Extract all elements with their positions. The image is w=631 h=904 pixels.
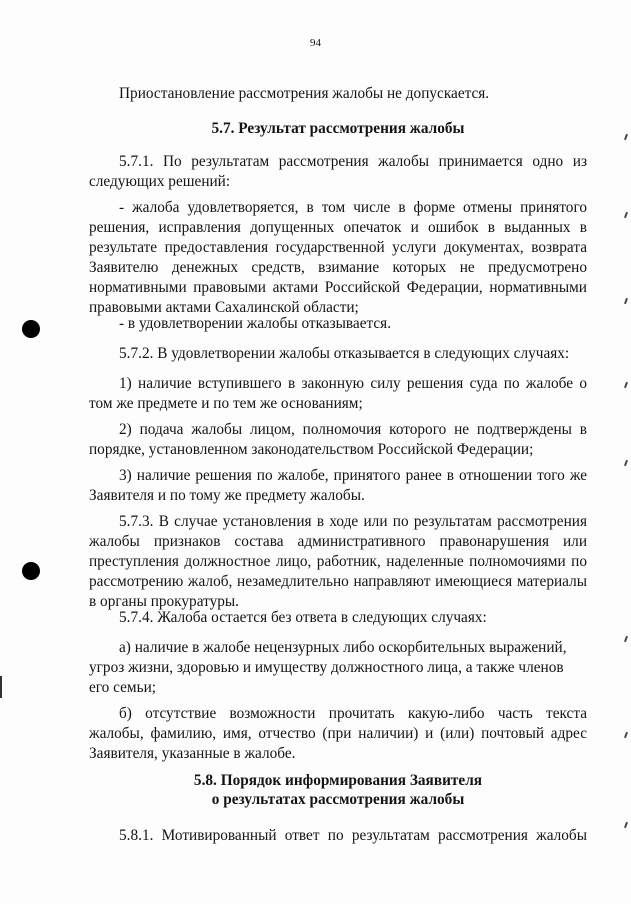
paragraph-complaint-refused: - в удовлетворении жалобы отказывается.: [119, 315, 392, 332]
punch-hole: [22, 320, 40, 338]
scan-edge-mark: [624, 460, 628, 466]
scan-edge-mark: [624, 732, 628, 738]
scan-edge-mark: [624, 636, 628, 642]
heading-5-8: [89, 771, 587, 809]
punch-hole: [22, 562, 40, 580]
heading-line: 5.8. Порядок информирования Заявителя: [193, 772, 483, 789]
paragraph-case-a: а) наличие в жалобе нецензурных либо оскорбительных выражений, угроз жизни, здоровью и имуществу должностного лица, а также членов его семьи;: [89, 639, 567, 696]
scan-edge-mark: [624, 822, 628, 828]
heading-5-7: [89, 119, 587, 138]
paragraph-complaint-satisfied: - жалоба удовлетворяется, в том числе в форме отмены принятого решения, исправления допущенных опечаток и ошибок в выданных в результате предоставления государственной услуги документах, возврата Заявителю денежных средств, взимание которых не предусмотрено нормативными правовыми актами Российской Федерации, нормативными правовыми актами Сахалинской области;: [89, 199, 587, 316]
paragraph-5-8-1: 5.8.1. Мотивированный ответ по результатам рассмотрения жалобы: [119, 827, 587, 844]
page-number: 94: [310, 37, 321, 49]
heading-line: 5.7. Результат рассмотрения жалобы: [211, 120, 465, 137]
paragraph-case-1: 1) наличие вступившего в законную силу решения суда по жалобе о том же предмете и по тем же основаниям;: [89, 375, 587, 412]
paragraph-case-2: 2) подача жалобы лицом, полномочия которого не подтверждены в порядке, установленном законодательством Российской Федерации;: [89, 421, 587, 458]
paragraph-suspension: Приостановление рассмотрения жалобы не допускается.: [119, 85, 490, 102]
paragraph-5-7-4: 5.7.4. Жалоба остается без ответа в следующих случаях:: [119, 609, 487, 626]
heading-line: о результатах рассмотрения жалобы: [211, 791, 465, 808]
paragraph-5-7-3: 5.7.3. В случае установления в ходе или по результатам рассмотрения жалобы признаков состава административного правонарушения или преступления должностное лицо, работник, наделенные полномочиями по рассмотрению жалоб, незамедлительно направляют имеющиеся материалы в органы прокуратуры.: [89, 513, 587, 610]
scan-edge-mark: [624, 382, 628, 388]
scan-edge-mark: [624, 298, 628, 304]
scan-edge-mark: [624, 212, 628, 218]
scan-edge-mark: [624, 134, 628, 140]
paragraph-5-7-1: 5.7.1. По результатам рассмотрения жалобы принимается одно из следующих решений:: [89, 153, 587, 190]
paragraph-case-3: 3) наличие решения по жалобе, принятого ранее в отношении того же Заявителя и по тому же предмету жалобы.: [89, 467, 587, 504]
paragraph-5-7-2: 5.7.2. В удовлетворении жалобы отказывается в следующих случаях:: [119, 345, 570, 362]
paragraph-case-b: б) отсутствие возможности прочитать какую-либо часть текста жалобы, фамилию, имя, отчество (при наличии) и (или) почтовый адрес Заявителя, указанные в жалобе.: [89, 705, 587, 762]
scan-edge-mark: [0, 676, 2, 698]
